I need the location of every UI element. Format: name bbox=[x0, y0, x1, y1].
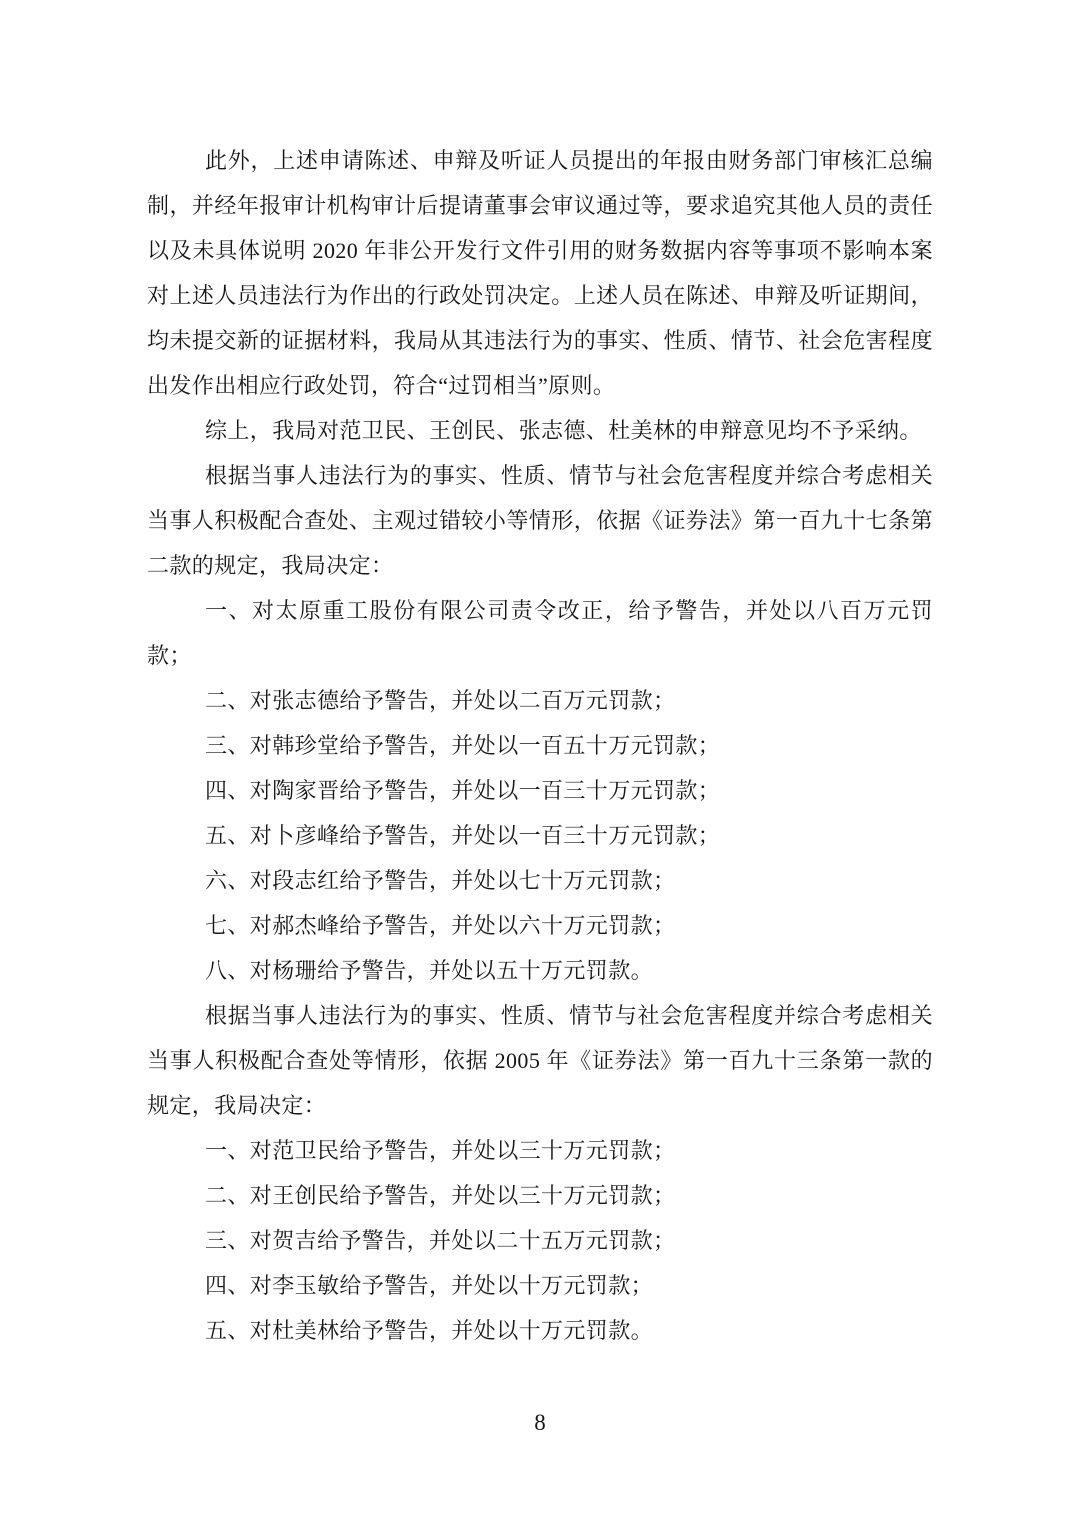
decision1-item-4: 四、对陶家晋给予警告，并处以一百三十万元罚款； bbox=[205, 778, 721, 803]
document-body bbox=[147, 138, 933, 1353]
decision2-item-5: 五、对杜美林给予警告，并处以十万元罚款。 bbox=[205, 1318, 654, 1343]
decision1-item-3: 三、对韩珍堂给予警告，并处以一百五十万元罚款； bbox=[205, 733, 721, 758]
decision1-item-1: 一、对太原重工股份有限公司责令改正，给予警告，并处以八百万元罚款； bbox=[147, 598, 933, 668]
decision1-item-2: 二、对张志德给予警告，并处以二百万元罚款； bbox=[205, 688, 676, 713]
decision2-item-1: 一、对范卫民给予警告，并处以三十万元罚款； bbox=[205, 1138, 676, 1163]
paragraph-hearing-review: 此外，上述申请陈述、申辩及听证人员提出的年报由财务部门审核汇总编制，并经年报审计机构审计后提请董事会审议通过等，要求追究其他人员的责任以及未具体说明 2020 年非公开发行文件引用的财务数据内容等事项不影响本案对上述人员违法行为作出的行政处罚决定。上述人员在陈述、申辩及听证期间，均未提交新的证据材料，我局从其违法行为的事实、性质、情节、社会危害程度出发作出相应行政处罚，符合“过罚相当”原则。 bbox=[147, 148, 933, 398]
decision2-item-3: 三、对贺吉给予警告，并处以二十五万元罚款； bbox=[205, 1228, 676, 1253]
decision2-item-2: 二、对王创民给予警告，并处以三十万元罚款； bbox=[205, 1183, 676, 1208]
decision1-item-8: 八、对杨珊给予警告，并处以五十万元罚款。 bbox=[205, 958, 654, 983]
decision1-item-5: 五、对卜彦峰给予警告，并处以一百三十万元罚款； bbox=[205, 823, 721, 848]
decision2-item-4: 四、对李玉敏给予警告，并处以十万元罚款； bbox=[205, 1273, 654, 1298]
page-number: 8 bbox=[534, 1410, 546, 1435]
decision1-item-7: 七、对郝杰峰给予警告，并处以六十万元罚款； bbox=[205, 913, 676, 938]
paragraph-conclusion: 综上，我局对范卫民、王创民、张志德、杜美林的申辩意见均不予采纳。 bbox=[205, 418, 922, 443]
paragraph-decision2-preamble: 根据当事人违法行为的事实、性质、情节与社会危害程度并综合考虑相关当事人积极配合查处等情形，依据 2005 年《证券法》第一百九十三条第一款的规定，我局决定： bbox=[147, 1003, 933, 1118]
decision1-item-6: 六、对段志红给予警告，并处以七十万元罚款； bbox=[205, 868, 676, 893]
paragraph-decision1-preamble: 根据当事人违法行为的事实、性质、情节与社会危害程度并综合考虑相关当事人积极配合查处、主观过错较小等情形，依据《证券法》第一百九十七条第二款的规定，我局决定： bbox=[147, 463, 933, 578]
